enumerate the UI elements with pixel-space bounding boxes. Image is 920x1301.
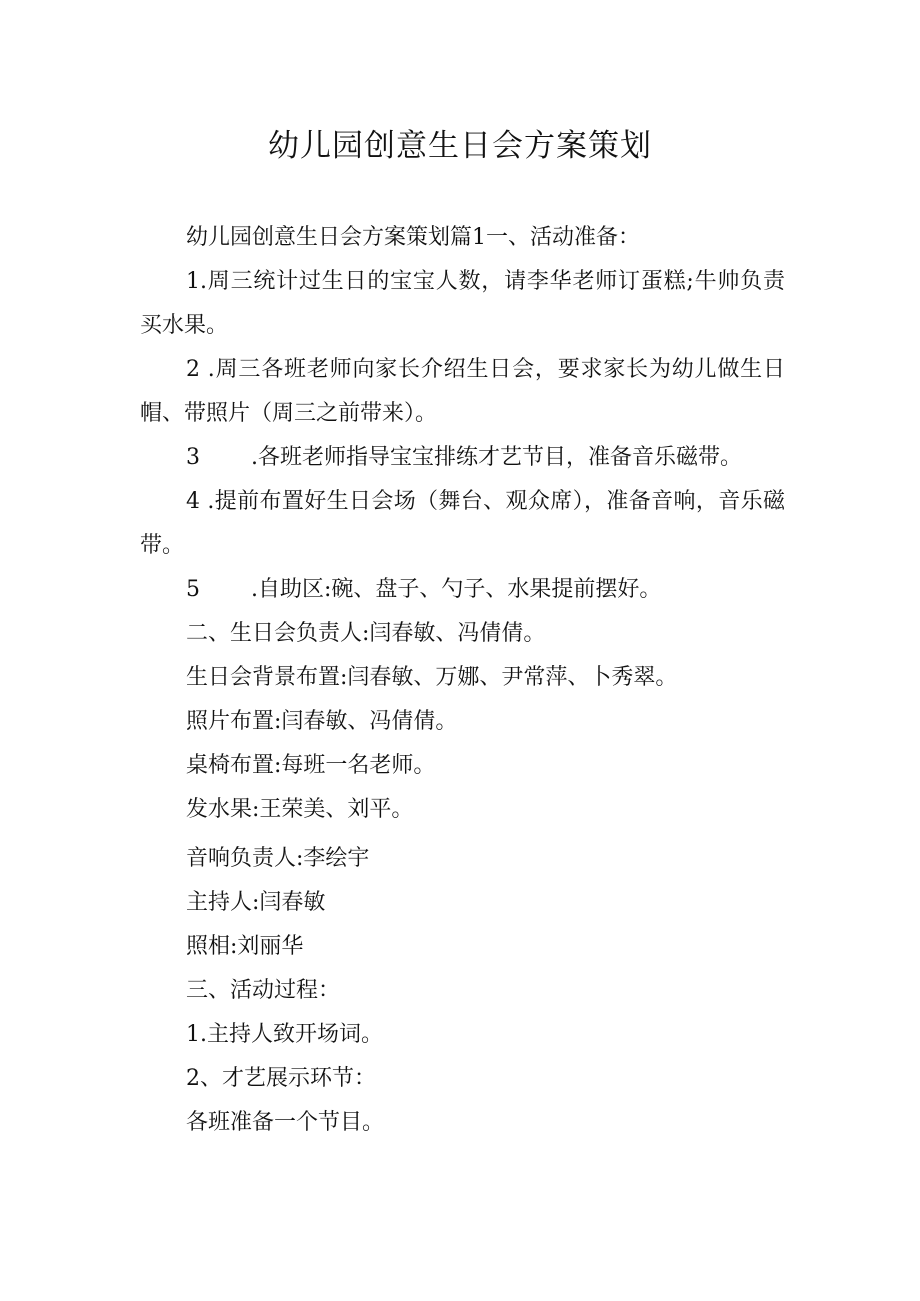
paragraph-prep-3: 3 .各班老师指导宝宝排练才艺节目，准备音乐磁带。 xyxy=(186,445,742,470)
paragraph-process-1: 1.主持人致开场词。 xyxy=(186,1022,383,1047)
paragraph-prep-2: 2 .周三各班老师向家长介绍生日会，要求家长为幼儿做生日帽、带照片（周三之前带来）。 xyxy=(140,357,785,426)
paragraph-sound: 音响负责人:李绘宇 xyxy=(186,846,370,871)
paragraph-photographer: 照相:刘丽华 xyxy=(186,934,304,959)
paragraph-prep-4: 4 .提前布置好生日会场（舞台、观众席），准备音响，音乐磁带。 xyxy=(140,489,785,558)
paragraph-photos: 照片布置:闫春敏、冯倩倩。 xyxy=(186,709,458,734)
paragraph-tables: 桌椅布置:每班一名老师。 xyxy=(186,753,436,778)
paragraph-prep-5: 5 .自助区:碗、盘子、勺子、水果提前摆好。 xyxy=(186,577,662,602)
paragraph-process-2-detail: 各班准备一个节目。 xyxy=(186,1110,385,1135)
paragraph-intro: 幼儿园创意生日会方案策划篇1一、活动准备： xyxy=(186,225,640,250)
paragraph-fruit: 发水果:王荣美、刘平。 xyxy=(186,797,414,822)
document-title: 幼儿园创意生日会方案策划 xyxy=(268,128,652,164)
paragraph-prep-1: 1.周三统计过生日的宝宝人数，请李华老师订蛋糕;牛帅负责买水果。 xyxy=(140,269,785,338)
document-body xyxy=(140,216,785,1145)
paragraph-background: 生日会背景布置:闫春敏、万娜、尹常萍、卜秀翠。 xyxy=(186,665,678,690)
paragraph-host: 主持人:闫春敏 xyxy=(186,890,326,915)
paragraph-section-2: 二、生日会负责人:闫春敏、冯倩倩。 xyxy=(186,621,546,646)
paragraph-process-2: 2、才艺展示环节： xyxy=(186,1066,376,1091)
paragraph-section-3: 三、活动过程： xyxy=(186,978,341,1003)
